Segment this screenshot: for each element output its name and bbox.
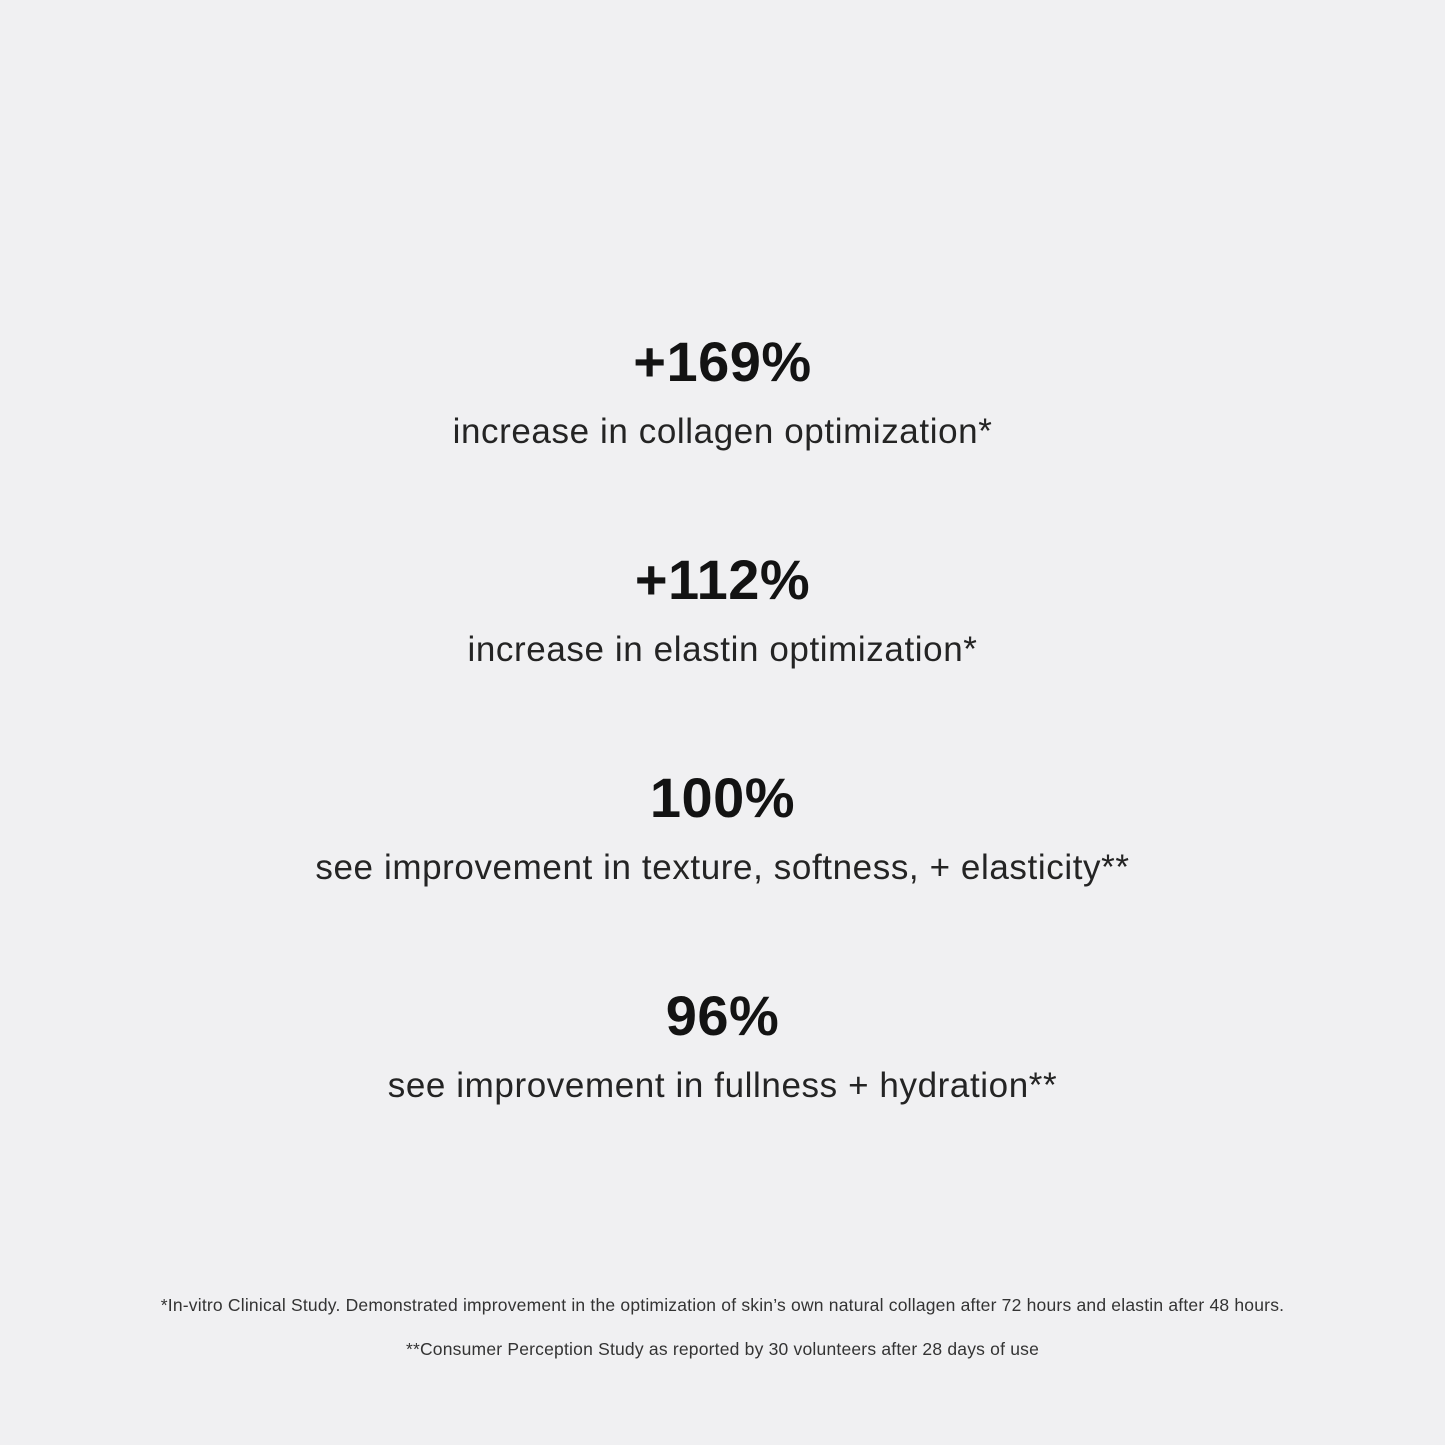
stats-list	[0, 332, 1445, 1108]
stat-caption: see improvement in fullness + hydration**	[387, 1066, 1058, 1105]
stat-value: 96%	[665, 984, 780, 1047]
stat-caption: increase in elastin optimization*	[467, 630, 978, 669]
footnotes	[0, 1294, 1445, 1360]
stat-block-fullness	[0, 986, 1445, 1108]
stat-block-elastin	[0, 550, 1445, 672]
footnote-clinical-study: *In-vitro Clinical Study. Demonstrated improvement in the optimization of skin’s own natural collagen after 72 hours and elastin after 48 hours.	[160, 1295, 1285, 1315]
stat-block-texture	[0, 768, 1445, 890]
stat-value: +169%	[633, 330, 812, 393]
stat-value: +112%	[634, 548, 811, 611]
stat-value: 100%	[649, 766, 796, 829]
footnote-perception-study: **Consumer Perception Study as reported by 30 volunteers after 28 days of use	[405, 1339, 1040, 1359]
stat-caption: see improvement in texture, softness, + elasticity**	[315, 848, 1130, 887]
stat-block-collagen	[0, 332, 1445, 454]
stat-caption: increase in collagen optimization*	[452, 412, 993, 451]
